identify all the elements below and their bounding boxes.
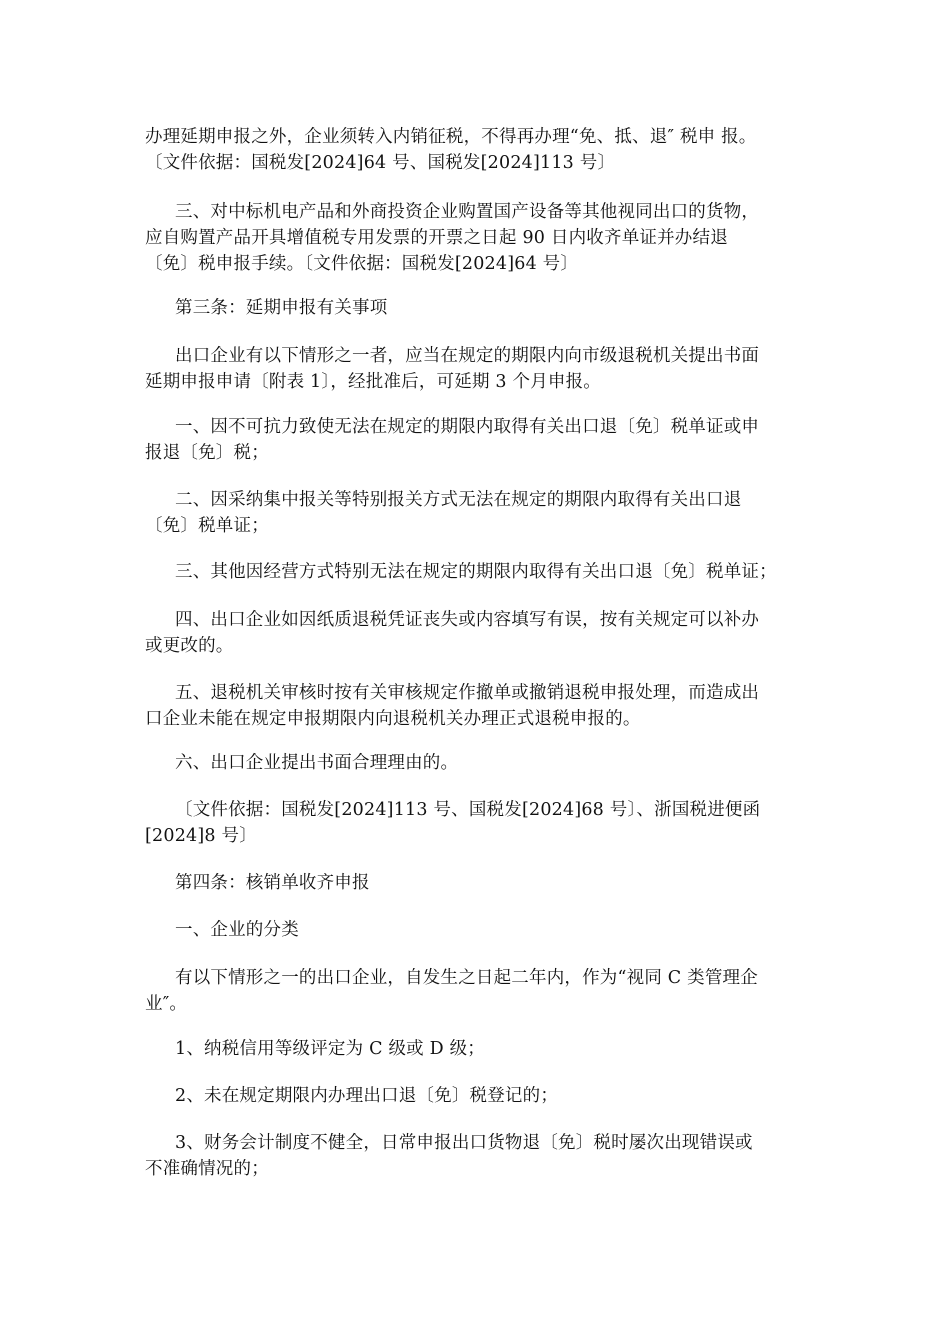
paragraph-5 (145, 414, 815, 466)
paragraph-17 (145, 1130, 815, 1182)
text-line: 六、出口企业提出书面合理理由的。 (175, 753, 459, 773)
text-line: 口企业未能在规定申报期限内向退税机关办理正式退税申报的。 (145, 709, 641, 729)
text-line: 三、其他因经营方式特别无法在规定的期限内取得有关出口退〔免〕税单证； (175, 562, 777, 582)
text-line: 四、出口企业如因纸质退税凭证丧失或内容填写有误，按有关规定可以补办 (175, 610, 760, 630)
text-line: 应自购置产品开具增值税专用发票的开票之日起 90 日内收齐单证并办结退 (145, 228, 728, 248)
text-line: 办理延期申报之外，企业须转入内销征税，不得再办理“免、抵、退″ 税申 报。 (145, 127, 757, 147)
text-line: 〔文件依据：国税发[2024]113 号、国税发[2024]68 号〕、浙国税进便函 (175, 800, 761, 820)
paragraph-7 (145, 559, 815, 585)
paragraph-2 (145, 199, 815, 277)
text-line: 出口企业有以下情形之一者，应当在规定的期限内向市级退税机关提出书面 (175, 346, 760, 366)
paragraph-10 (145, 750, 815, 776)
text-line: 1、纳税信用等级评定为 C 级或 D 级； (175, 1039, 486, 1059)
paragraph-13 (145, 917, 815, 943)
paragraph-6 (145, 487, 815, 539)
section-heading-article-4 (145, 870, 815, 896)
paragraph-16 (145, 1083, 815, 1109)
text-line: [2024]8 号〕 (145, 826, 257, 846)
paragraph-9 (145, 680, 815, 732)
text-line: 五、退税机关审核时按有关审核规定作撤单或撤销退税申报处理，而造成出 (175, 683, 760, 703)
paragraph-15 (145, 1036, 815, 1062)
paragraph-4 (145, 343, 815, 395)
text-line: 有以下情形之一的出口企业，自发生之日起二年内，作为“视同 C 类管理企 (175, 968, 758, 988)
text-line: 第四条：核销单收齐申报 (175, 873, 370, 893)
text-line: 2、未在规定期限内办理出口退〔免〕税登记的； (175, 1086, 559, 1106)
text-line: 二、因采纳集中报关等特别报关方式无法在规定的期限内取得有关出口退 (175, 490, 742, 510)
paragraph-8 (145, 607, 815, 659)
paragraph-14 (145, 965, 815, 1017)
text-line: 〔免〕税单证； (145, 516, 269, 536)
text-line: 延期申报申请〔附表 1〕，经批准后，可延期 3 个月申报。 (145, 372, 602, 392)
paragraph-1 (145, 124, 815, 176)
text-line: 或更改的。 (145, 636, 234, 656)
text-line: 第三条：延期申报有关事项 (175, 298, 388, 318)
section-heading-article-3 (145, 295, 815, 321)
text-line: 不准确情况的； (145, 1159, 269, 1179)
text-line: 三、对中标机电产品和外商投资企业购置国产设备等其他视同出口的货物， (175, 202, 760, 222)
text-line: 一、企业的分类 (175, 920, 299, 940)
text-line: 一、因不可抗力致使无法在规定的期限内取得有关出口退〔免〕税单证或申 (175, 417, 760, 437)
text-line: 报退〔免〕税； (145, 443, 269, 463)
paragraph-11 (145, 797, 815, 849)
text-line: 3、财务会计制度不健全，日常申报出口货物退〔免〕税时屡次出现错误或 (175, 1133, 753, 1153)
text-line: 〔文件依据：国税发[2024]64 号、国税发[2024]113 号〕 (145, 153, 616, 173)
text-line: 〔免〕税申报手续。〔文件依据：国税发[2024]64 号〕 (145, 254, 579, 274)
text-line: 业″。 (145, 994, 188, 1014)
